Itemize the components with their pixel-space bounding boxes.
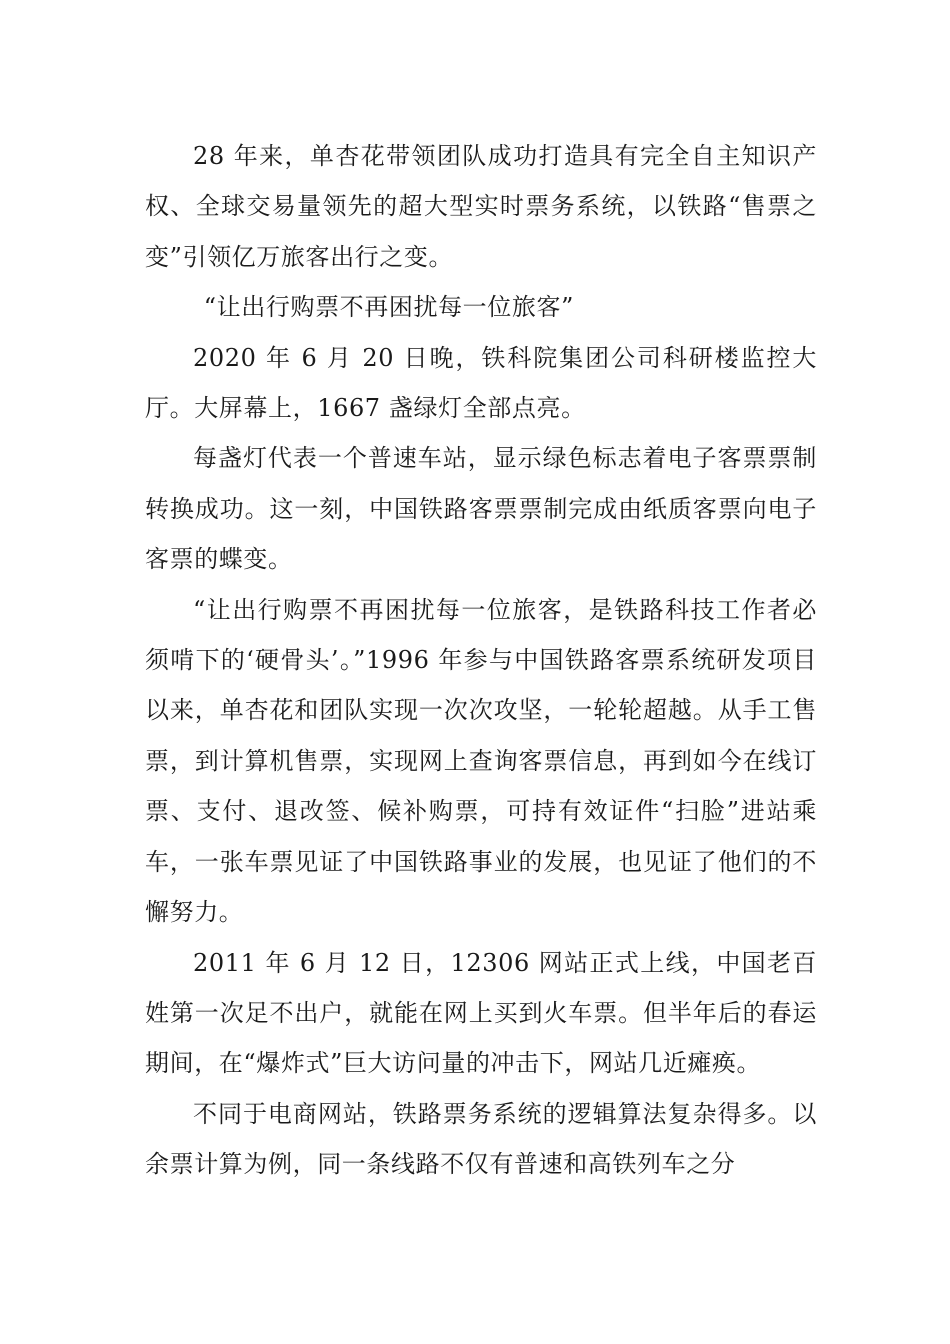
paragraph-hard-bone: “让出行购票不再困扰每一位旅客，是铁路科技工作者必须啃下的‘硬骨头’。”1996 年参与中国铁路客票系统研发项目以来，单杏花和团队实现一次次攻坚，一轮轮超越。从手工售票，到计算机售票，实现网上查询客票信息，再到如今在线订票、支付、退改签、候补购票，可持有效证件“扫脸”进站乘车，一张车票见证了中国铁路事业的发展，也见证了他们的不懈努力。 [145, 595, 817, 927]
paragraph-algorithm: 不同于电商网站，铁路票务系统的逻辑算法复杂得多。以余票计算为例，同一条线路不仅有普速和高铁列车之分 [145, 1099, 817, 1179]
paragraph-green-lights: 每盏灯代表一个普速车站，显示绿色标志着电子客票票制转换成功。这一刻，中国铁路客票票制完成由纸质客票向电子客票的蝶变。 [145, 444, 817, 574]
paragraph-monitoring-hall: 2020 年 6 月 20 日晚，铁科院集团公司科研楼监控大厅。大屏幕上，1667 盏绿灯全部点亮。 [145, 343, 817, 423]
paragraph-12306-launch: 2011 年 6 月 12 日，12306 网站正式上线，中国老百姓第一次足不出户，就能在网上买到火车票。但半年后的春运期间，在“爆炸式”巨大访问量的冲击下，网站几近瘫痪。 [145, 948, 817, 1078]
section-heading: “让出行购票不再困扰每一位旅客” [203, 293, 574, 322]
paragraph-intro: 28 年来，单杏花带领团队成功打造具有完全自主知识产权、全球交易量领先的超大型实时票务系统，以铁路“售票之变”引领亿万旅客出行之变。 [145, 142, 817, 271]
article-body [145, 131, 817, 1190]
